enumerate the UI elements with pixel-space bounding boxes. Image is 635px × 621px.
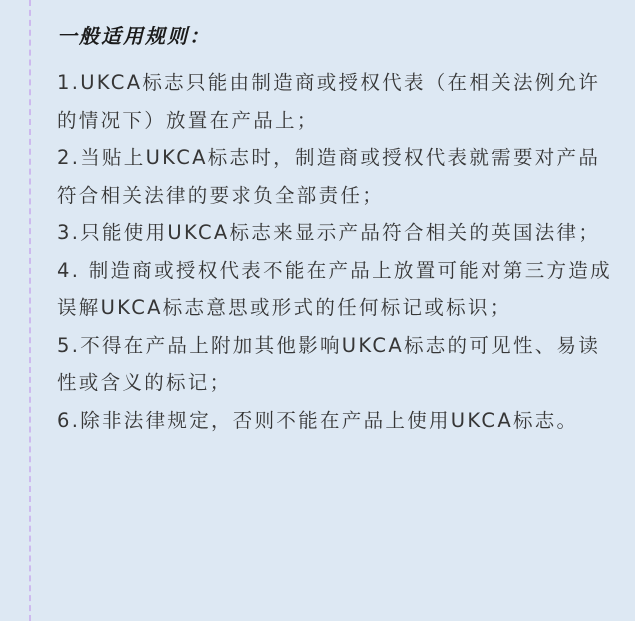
rule-item-6: 6.除非法律规定，否则不能在产品上使用UKCA标志。	[57, 408, 579, 432]
dashed-divider	[29, 0, 31, 621]
rule-item-5: 5.不得在产品上附加其他影响UKCA标志的可见性、易读性或含义的标记；	[57, 333, 601, 394]
rules-section	[57, 18, 617, 439]
rules-list	[57, 64, 617, 439]
rule-item-2: 2.当贴上UKCA标志时，制造商或授权代表就需要对产品符合相关法律的要求负全部责任；	[57, 146, 601, 207]
rule-item-4: 4. 制造商或授权代表不能在产品上放置可能对第三方造成误解UKCA标志意思或形式的任何标记或标识；	[57, 258, 612, 319]
section-heading: 一般适用规则：	[57, 24, 211, 48]
rule-item-3: 3.只能使用UKCA标志来显示产品符合相关的英国法律；	[57, 221, 601, 244]
rule-item-1: 1.UKCA标志只能由制造商或授权代表（在相关法例允许的情况下）放置在产品上；	[57, 71, 601, 132]
